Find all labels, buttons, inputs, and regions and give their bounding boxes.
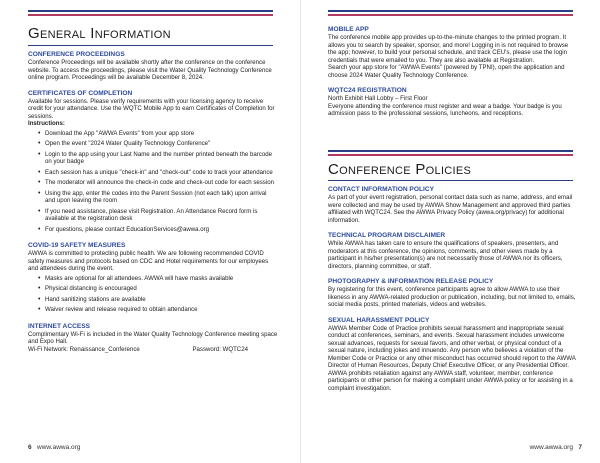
instructions-label: Instructions: (28, 120, 65, 127)
footer-site: www.awwa.org (529, 444, 573, 451)
proceedings-body: Conference Proceedings will be available shortly after the conference on the conference website. To access the proceedings, please visit the Water Quality Technology Conference online program. Proceedings will be available December 8, 2024. (28, 59, 272, 81)
harassment-body: AWWA Member Code of Practice prohibits sexual harassment and inappropriate sexual conduct at conferences, seminars, and events. Sexual harassment includes unwelcome sexual advances, requests for sexual favors, and other verbal, or physical conduct of a sexual nature, including jokes and innuendo. Any person who believes a violation of the Member Code or Practice or any other misconduct has occurred should report to the AWWA Director of Human Resources, Deputy Chief Executive Officer, or any Presidential Officer. AWWA prohibits retaliation against any AWWA staff, volunteer, member, conference participants or other person for making a complaint under AWWA policy or for assisting in a complaint investigation. (328, 324, 576, 392)
internet-heading: INTERNET ACCESS (28, 322, 91, 330)
mid-rule-blue (328, 150, 573, 152)
registration-body: Everyone attending the conference must register and wear a badge. Your badge is you admission pass to the professional sessions, luncheons, and receptions. (328, 102, 562, 117)
right-footer (530, 444, 582, 451)
technical-heading: TECHNICAL PROGRAM DISCLAIMER (328, 232, 446, 239)
list-item: • The moderator will announce the check-in code and check-out code for each session (38, 179, 278, 187)
mobile-body: The conference mobile app provides up-to-the-minute changes to the printed program. It allows you to search by speaker, sponsor, and more! Logging in is not required to browse the app; however, to build your personal schedule, and track CEU's, please use the login credentials that were emailed to you. They are also available at Registration. (328, 34, 569, 64)
top-rule-red (328, 14, 573, 16)
list-item: • Hand sanitizing stations are available (38, 296, 278, 304)
list-item: • Using the app, enter the codes into the Parent Session (not each talk) upon arrival and upon leaving the room (38, 190, 278, 205)
page-number: 7 (578, 444, 582, 451)
list-item: • Each session has a unique "check-in" and "check-out" code to track your attendance (38, 169, 278, 177)
wifi-credentials (28, 346, 248, 354)
title-underline (328, 180, 573, 181)
wifi-network: Wi-Fi Network: Renaissance_Conference (28, 345, 140, 353)
covid-body: AWWA is committed to protecting public health. We are following recommended COVID safety measures and protocols based on CDC and Hotel requirements for our employees and attendees during the event. (28, 250, 269, 272)
harassment-heading: SEXUAL HARASSMENT POLICY (328, 316, 430, 324)
mobile-body-2: Search your app store for "AWWA Events" (powered by TPNI), open the application and choose 2024 Water Quality Technology Conference. (328, 64, 565, 79)
top-rule-red (28, 14, 273, 16)
contact-body: As part of your event registration, personal contact data such as name, address, and email were collected and may be used by AWWA Show Management and approved third parties affiliated with WQTC24. See the AWWA Privacy Policy (awwa.org/privacy) for additional information. (328, 194, 573, 224)
list-item: • If you need assistance, please visit Registration. An Attendance Record form is available at the registration desk (38, 208, 278, 223)
mobile-heading: MOBILE APP (328, 26, 369, 33)
title-underline (28, 45, 273, 46)
list-item: • Download the App "AWWA Events" from your app store (38, 130, 278, 138)
footer-site: www.awwa.org (37, 444, 81, 451)
policies-content (328, 186, 578, 392)
top-rule-blue (28, 10, 273, 12)
list-item: • Login to the app using your Last Name and the number printed beneath the barcode on your badge (38, 151, 278, 166)
list-item: • Open the event "2024 Water Quality Technology Conference" (38, 140, 278, 148)
proceedings-heading: CONFERENCE PROCEEDINGS (28, 51, 125, 58)
certificates-heading: CERTIFICATES OF COMPLETION (28, 89, 133, 97)
technical-body: While AWWA has taken care to ensure the qualifications of speakers, presenters, and moderators at this conference, the opinions, comments, and other views made by a participant in his/her presentation(s) are not necessarily those of AWWA nor its officers, directors, planning committee, or staff. (328, 240, 563, 270)
instructions-list (28, 130, 278, 234)
registration-heading: WQTC24 REGISTRATION (328, 87, 407, 94)
wifi-password: Password: WQTC24 (192, 345, 248, 353)
internet-body: Complimentary Wi-Fi is included in the Water Quality Technology Conference meeting space and Expo Hall. (28, 330, 278, 345)
registration-location: North Exhibit Hall Lobby – First Floor (328, 95, 428, 102)
covid-heading: COVID-19 SAFETY MEASURES (28, 242, 126, 249)
left-content (28, 51, 278, 353)
list-item: • Waiver review and release required to obtain attendance (38, 306, 278, 314)
right-page (300, 0, 600, 463)
certificates-body: Available for sessions. Please verify requirements with your licensing agency to receive credit for your attendance. Use the WQTC Mobile App to earn Certificates of Completion for sessions. (28, 97, 275, 120)
left-footer (28, 444, 80, 451)
photo-heading: PHOTOGRAPHY & INFORMATION RELEASE POLICY (328, 278, 494, 285)
conference-policies-title: Conference Policies (328, 161, 472, 178)
contact-heading: CONTACT INFORMATION POLICY (328, 186, 434, 193)
covid-list (28, 275, 278, 314)
list-item: • For questions, please contact EducationServices@awwa.org (38, 226, 278, 234)
page-number: 6 (28, 444, 32, 451)
list-item: • Masks are optional for all attendees. AWWA will have masks available (38, 275, 278, 283)
right-top-content (328, 26, 578, 118)
list-item: • Physical distancing is encouraged (38, 285, 278, 293)
mid-rule-red (328, 154, 573, 156)
photo-body: By registering for this event, conference participants agree to allow AWWA to use their likeness in any AWWA-related production or publication, including, but not limited to, emails, social media posts, printed materials, videos and websites. (328, 286, 576, 308)
top-rule-blue (328, 10, 573, 12)
general-information-title: General Information (28, 25, 171, 42)
